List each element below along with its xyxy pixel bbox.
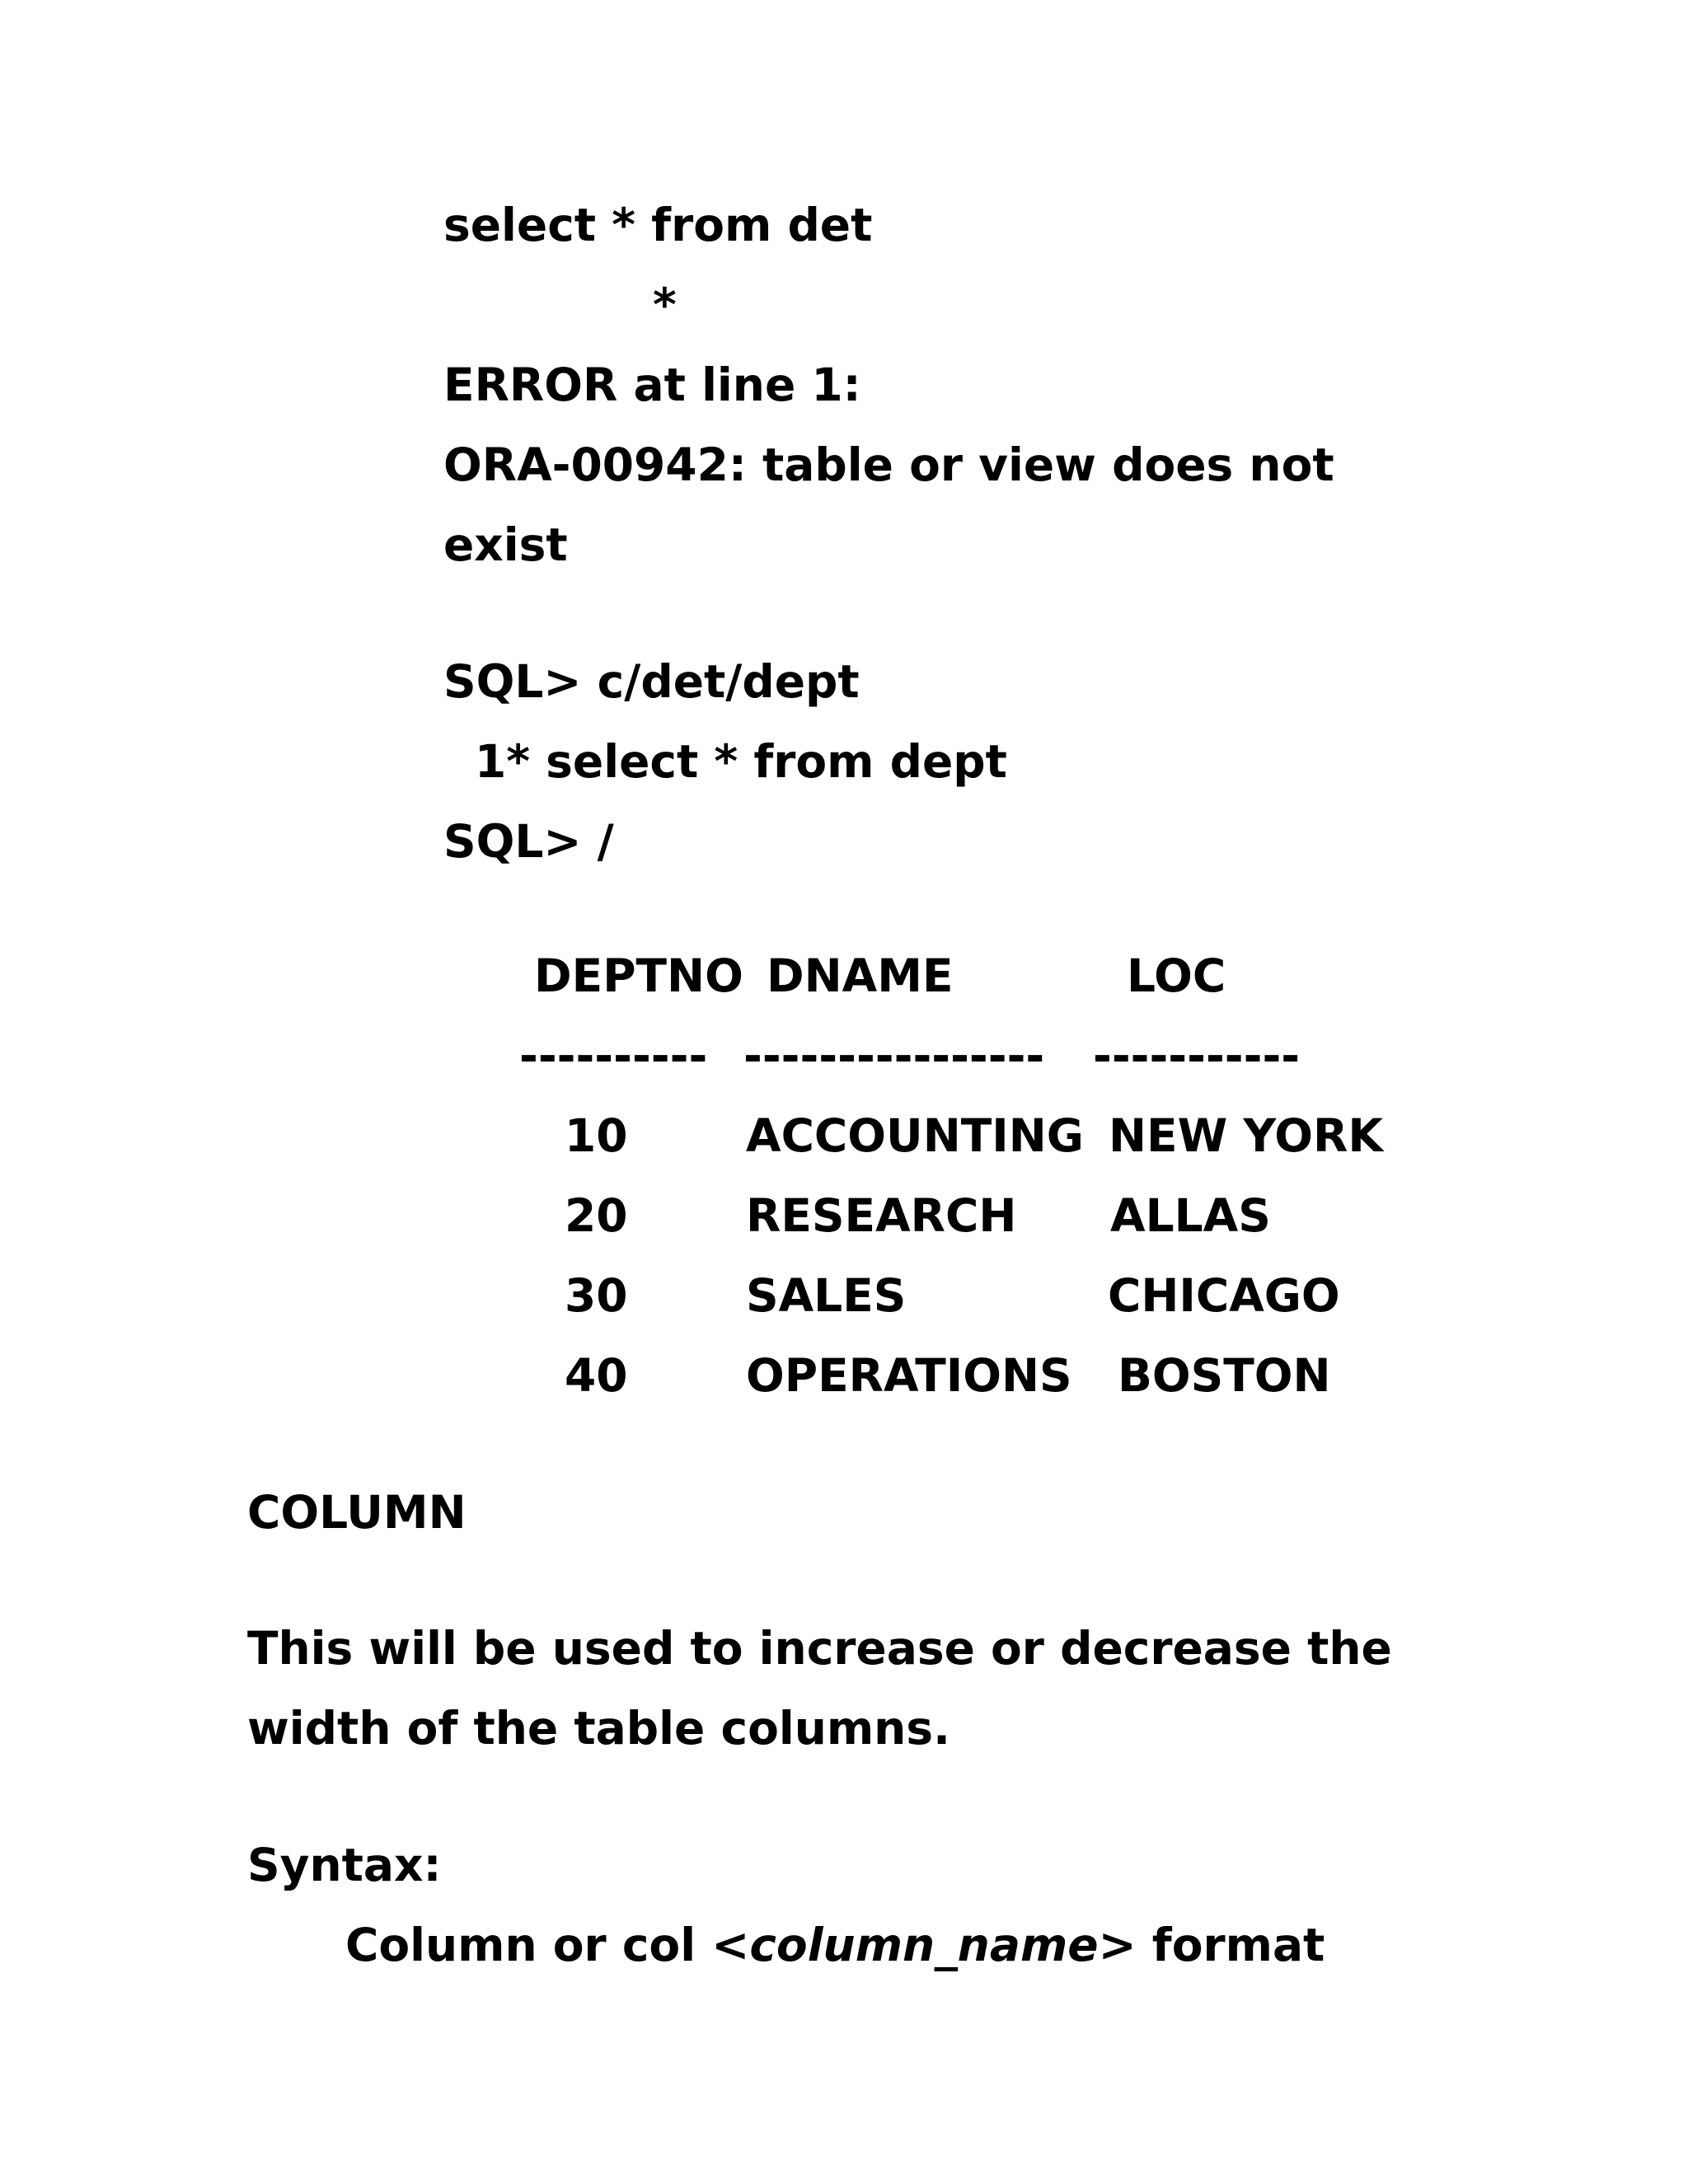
cell-dname: SALES: [746, 1269, 907, 1322]
section-heading: COLUMN: [247, 1486, 467, 1539]
separator-loc: -----------: [1093, 1029, 1301, 1082]
syntax-placeholder: column_name: [749, 1919, 1099, 1971]
cell-loc: CHICAGO: [1108, 1269, 1340, 1322]
error-position-marker: *: [653, 279, 677, 331]
cell-deptno: 30: [565, 1269, 628, 1322]
error-message-line-2: exist: [443, 518, 568, 571]
syntax-suffix: > format: [1098, 1919, 1325, 1971]
cell-deptno: 10: [565, 1109, 628, 1162]
cell-loc: ALLAS: [1110, 1189, 1271, 1242]
cell-loc: NEW YORK: [1109, 1109, 1384, 1162]
cell-dname: RESEARCH: [746, 1189, 1017, 1242]
error-message-line-1: ORA-00942: table or view does not: [443, 438, 1334, 491]
error-line: ERROR at line 1:: [443, 359, 861, 411]
description-line-2: width of the table columns.: [247, 1702, 950, 1755]
change-command-line: SQL> c/det/dept: [443, 655, 860, 708]
syntax-prefix: Column or col <: [345, 1919, 750, 1971]
run-command-line: SQL> /: [443, 815, 614, 868]
header-deptno: DEPTNO: [534, 949, 743, 1002]
cell-dname: OPERATIONS: [746, 1349, 1072, 1402]
sql-query-line: select * from det: [443, 199, 873, 251]
separator-deptno: ----------: [519, 1029, 708, 1082]
buffer-line: 1* select * from dept: [475, 735, 1007, 788]
description-line-1: This will be used to increase or decrease the: [247, 1622, 1392, 1675]
syntax-line: [345, 1919, 1325, 1971]
separator-dname: ----------------: [743, 1029, 1045, 1082]
header-loc: LOC: [1127, 949, 1226, 1002]
cell-loc: BOSTON: [1118, 1349, 1331, 1402]
cell-dname: ACCOUNTING: [746, 1109, 1084, 1162]
header-dname: DNAME: [767, 949, 954, 1002]
syntax-label: Syntax:: [247, 1839, 442, 1891]
cell-deptno: 20: [565, 1189, 628, 1242]
cell-deptno: 40: [565, 1349, 628, 1402]
